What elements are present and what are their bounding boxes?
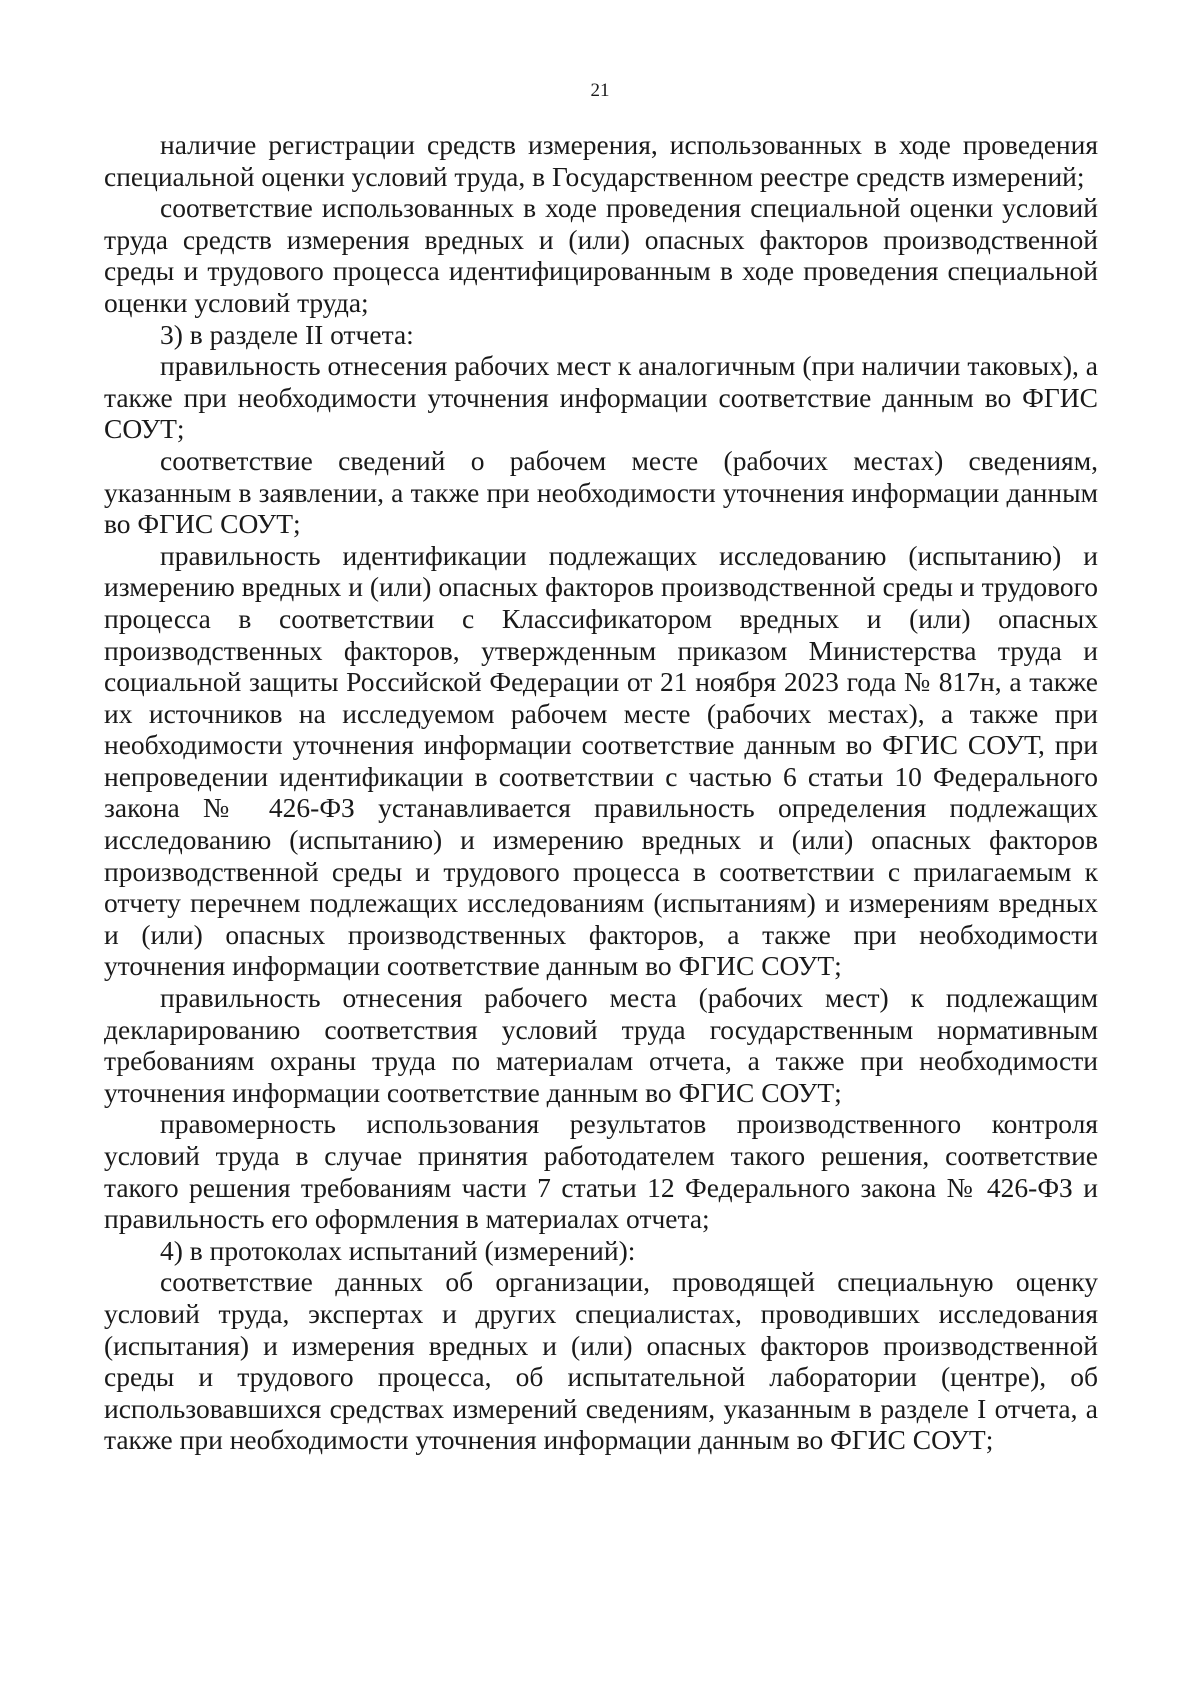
page-number: 21 bbox=[590, 80, 610, 101]
paragraph-measurement-conformity: соответствие использованных в ходе проведения специальной оценки условий труда средств измерения вредных и (или) опасных факторов производственной среды и трудового процесса идентифицированным в ходе проведения специальной оценки условий труда; bbox=[104, 192, 1098, 318]
paragraph-organization-data: соответствие данных об организации, проводящей специальную оценку условий труда, экспертах и других специалистах, проводивших исследования (испытания) и измерения вредных и (или) опасных факторов производственной среды и трудового процесса, об испытательной лаборатории (центре), об использовавшихся средствах измерений сведениям, указанным в разделе I отчета, а также при необходимости уточнения информации данным во ФГИС СОУТ; bbox=[104, 1266, 1098, 1456]
paragraph-workplace-info: соответствие сведений о рабочем месте (рабочих местах) сведениям, указанным в заявлении, а также при необходимости уточнения информации данным во ФГИС СОУТ; bbox=[104, 444, 1098, 540]
document-body bbox=[104, 129, 1098, 1456]
paragraph-section-ii-heading: 3) в разделе II отчета: bbox=[160, 318, 414, 350]
paragraph-analogous-workplaces: правильность отнесения рабочих мест к аналогичным (при наличии таковых), а также при необходимости уточнения информации соответствие данным во ФГИС СОУТ; bbox=[104, 350, 1098, 445]
paragraph-measurement-registry: наличие регистрации средств измерения, использованных в ходе проведения специальной оценки условий труда, в Государственном реестре средств измерений; bbox=[104, 129, 1098, 192]
paragraph-protocols-heading: 4) в протоколах испытаний (измерений): bbox=[160, 1234, 636, 1266]
paragraph-production-control: правомерность использования результатов производственного контроля условий труда в случае принятия работодателем такого решения, соответствие такого решения требованиям части 7 статьи 12 Федерального закона № 426-ФЗ и правильность его оформления в материалах отчета; bbox=[104, 1108, 1098, 1235]
paragraph-declaration: правильность отнесения рабочего места (рабочих мест) к подлежащим декларированию соответствия условий труда государственным нормативным требованиям охраны труда по материалам отчета, а также при необходимости уточнения информации соответствие данным во ФГИС СОУТ; bbox=[104, 982, 1098, 1108]
paragraph-factor-identification: правильность идентификации подлежащих исследованию (испытанию) и измерению вредных и (или) опасных факторов производственной среды и трудового процесса в соответствии с Классификатором вредных и (или) опасных производственных факторов, утвержденным приказом Министерства труда и социальной защиты Российской Федерации от 21 ноября 2023 года № 817н, а также их источников на исследуемом рабочем месте (рабочих местах), а также при необходимости уточнения информации соответствие данным во ФГИС СОУТ, при непроведении идентификации в соответствии с частью 6 статьи 10 Федерального закона № 426-ФЗ устанавливается правильность определения подлежащих исследованию (испытанию) и измерению вредных и (или) опасных факторов производственной среды и трудового процесса в соответствии с прилагаемым к отчету перечнем подлежащих исследованиям (испытаниям) и измерениям вредных и (или) опасных производственных факторов, а также при необходимости уточнения информации соответствие данным во ФГИС СОУТ; bbox=[104, 539, 1098, 982]
